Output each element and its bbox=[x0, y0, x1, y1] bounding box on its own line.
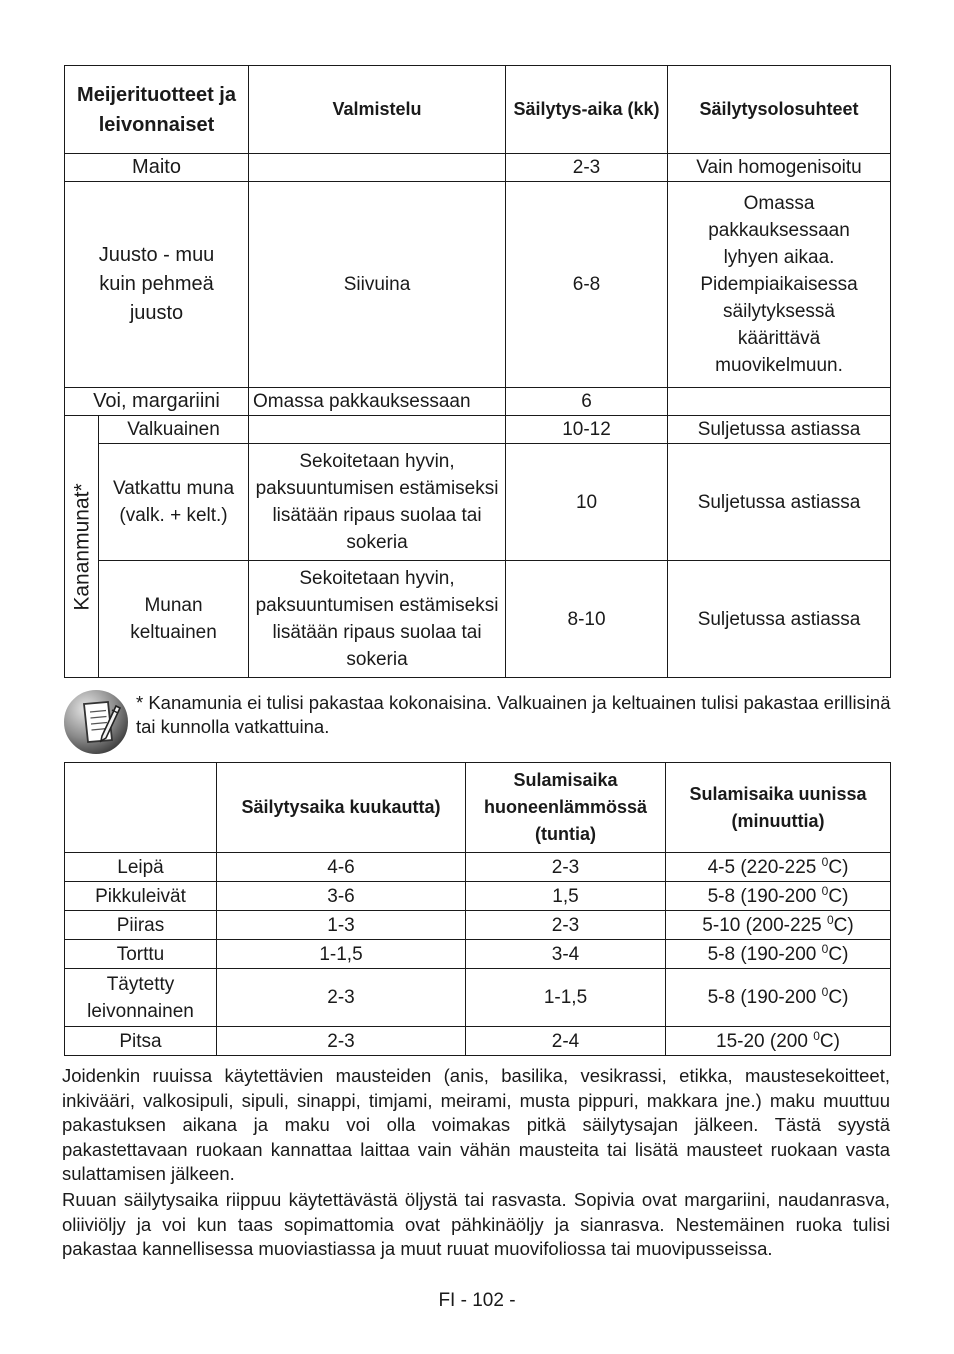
table-row bbox=[65, 388, 891, 416]
thaw-oven-cell bbox=[666, 911, 891, 940]
item-cell: Täytetty leivonnainen bbox=[65, 969, 217, 1027]
degree-sign: 0 bbox=[821, 854, 829, 869]
table-header-row bbox=[65, 763, 891, 853]
storage-cell: 3-6 bbox=[217, 882, 466, 911]
product-cell: Maito bbox=[65, 154, 249, 182]
oven-unit: C) bbox=[828, 885, 849, 907]
prep-cell bbox=[249, 154, 506, 182]
fat-paragraph: Ruuan säilytysaika riippuu käytettävästä öljystä tai rasvasta. Sopivia ovat margariini, naudanrasva, oliiviöljy ja voi kun taas sopimattomia ovat pähkinäöljy ja sianrasva. Nestemäinen ruoka tulisi pakastaa kannellisessa muoviastiassa ja muut ruuat muovifoliossa tai muovipusseissa. bbox=[62, 1189, 890, 1259]
conditions-cell: Omassa pakkauksessaan lyhyen aikaa. Pidempiaikaisessa säilytyksessä käärittävä muovikelmuun. bbox=[668, 182, 891, 388]
header-conditions: Säilytysolosuhteet bbox=[668, 66, 891, 154]
time-cell: 6 bbox=[506, 388, 668, 416]
header-thaw-room: Sulamisaika huoneenlämmössä (tuntia) bbox=[466, 763, 666, 853]
storage-cell: 1-1,5 bbox=[217, 940, 466, 969]
storage-cell: 2-3 bbox=[217, 969, 466, 1027]
table-row bbox=[65, 561, 891, 678]
thaw-room-cell: 2-3 bbox=[466, 911, 666, 940]
product-cell: Voi, margariini bbox=[65, 388, 249, 416]
conditions-cell bbox=[668, 388, 891, 416]
degree-sign: 0 bbox=[821, 941, 829, 956]
header-product: Meijerituotteet ja leivonnaiset bbox=[65, 66, 249, 154]
oven-time: 4-5 (220-225 bbox=[707, 856, 822, 878]
storage-cell: 4-6 bbox=[217, 853, 466, 882]
thaw-room-cell: 1,5 bbox=[466, 882, 666, 911]
table-row bbox=[65, 444, 891, 561]
prep-cell: Sekoitetaan hyvin, paksuuntumisen estämiseksi lisätään ripaus suolaa tai sokeria bbox=[249, 444, 506, 561]
oven-unit: C) bbox=[819, 1030, 840, 1052]
degree-sign: 0 bbox=[821, 985, 829, 999]
table-row bbox=[65, 911, 891, 940]
notepad-pencil-icon bbox=[62, 686, 134, 758]
storage-cell: 2-3 bbox=[217, 1027, 466, 1056]
oven-time: 5-10 (200-225 bbox=[702, 914, 827, 936]
page-number: FI - 102 - bbox=[438, 1290, 516, 1311]
header-thaw-oven: Sulamisaika uunissa (minuuttia) bbox=[666, 763, 891, 853]
product-cell: Valkuainen bbox=[99, 416, 249, 444]
header-item bbox=[65, 763, 217, 853]
table-row bbox=[65, 416, 891, 444]
oven-unit: C) bbox=[828, 856, 849, 878]
oven-time: 5-8 (190-200 bbox=[707, 943, 822, 965]
thaw-room-cell: 2-3 bbox=[466, 853, 666, 882]
thaw-oven-cell bbox=[666, 882, 891, 911]
header-storage: Säilytysaika kuukautta) bbox=[217, 763, 466, 853]
table-row bbox=[65, 154, 891, 182]
product-cell: Vatkattu muna (valk. + kelt.) bbox=[99, 444, 249, 561]
degree-sign: 0 bbox=[813, 1028, 820, 1043]
table-row bbox=[65, 940, 891, 969]
degree-sign: 0 bbox=[821, 883, 829, 898]
oven-unit: C) bbox=[833, 914, 854, 936]
oven-unit: C) bbox=[828, 943, 849, 965]
time-cell: 2-3 bbox=[506, 154, 668, 182]
footnote-text: * Kanamunia ei tulisi pakastaa kokonaisina. Valkuainen ja keltuainen tulisi pakastaa erillisinä tai kunnolla vatkattuina. bbox=[136, 692, 891, 737]
table-row bbox=[65, 853, 891, 882]
spices-paragraph: Joidenkin ruuissa käytettävien mausteiden (anis, basilika, vesikrassi, etikka, maustesekoitteet, inkivääri, valkosipuli, sipuli, sinappi, timjami, meirami, musta pippuri, makkara jne.) maku muuttuu pakastuksen aikana ja maku voi olla voimakas pitkä säilytysajan jälkeen. Tästä syystä pakastettavaan ruokaan kannattaa laittaa vain vähän mausteita tai lisätä mausteet ruokaan vasta sulattamisen jälkeen. bbox=[62, 1065, 890, 1184]
thaw-room-cell: 3-4 bbox=[466, 940, 666, 969]
dairy-bakery-table bbox=[64, 65, 891, 678]
time-cell: 6-8 bbox=[506, 182, 668, 388]
prep-cell: Sekoitetaan hyvin, paksuuntumisen estämiseksi lisätään ripaus suolaa tai sokeria bbox=[249, 561, 506, 678]
product-cell: Juusto - muu kuin pehmeä juusto bbox=[65, 182, 249, 388]
oven-unit: C) bbox=[828, 987, 849, 1008]
product-cell: Munan keltuainen bbox=[99, 561, 249, 678]
time-cell: 8-10 bbox=[506, 561, 668, 678]
table-row bbox=[65, 1027, 891, 1056]
table-row bbox=[65, 969, 891, 1027]
egg-group-label: Kananmunat* bbox=[70, 482, 93, 611]
oven-time: 5-8 (190-200 bbox=[707, 885, 822, 907]
time-cell: 10 bbox=[506, 444, 668, 561]
degree-sign: 0 bbox=[826, 912, 834, 927]
table-header-row bbox=[65, 66, 891, 154]
table-row bbox=[65, 882, 891, 911]
conditions-cell: Suljetussa astiassa bbox=[668, 416, 891, 444]
item-cell: Torttu bbox=[65, 940, 217, 969]
egg-group-label-cell bbox=[65, 416, 99, 678]
header-prep: Valmistelu bbox=[249, 66, 506, 154]
thaw-oven-cell bbox=[666, 969, 891, 1027]
thaw-oven-cell bbox=[666, 1027, 891, 1056]
thaw-oven-cell bbox=[666, 940, 891, 969]
conditions-cell: Suljetussa astiassa bbox=[668, 561, 891, 678]
conditions-cell: Vain homogenisoitu bbox=[668, 154, 891, 182]
conditions-cell: Suljetussa astiassa bbox=[668, 444, 891, 561]
time-cell: 10-12 bbox=[506, 416, 668, 444]
header-time: Säilytys-aika (kk) bbox=[506, 66, 668, 154]
oven-time: 15-20 (200 bbox=[716, 1030, 814, 1052]
table-row bbox=[65, 182, 891, 388]
thaw-room-cell: 2-4 bbox=[466, 1027, 666, 1056]
thaw-room-cell: 1-1,5 bbox=[466, 969, 666, 1027]
prep-cell: Siivuina bbox=[249, 182, 506, 388]
footnote bbox=[62, 684, 892, 760]
item-cell: Pitsa bbox=[65, 1027, 217, 1056]
storage-cell: 1-3 bbox=[217, 911, 466, 940]
oven-time: 5-8 (190-200 bbox=[707, 987, 822, 1008]
prep-cell bbox=[249, 416, 506, 444]
bakery-thaw-table bbox=[64, 762, 891, 1056]
thaw-oven-cell bbox=[666, 853, 891, 882]
prep-cell: Omassa pakkauksessaan bbox=[249, 388, 506, 416]
item-cell: Pikkuleivät bbox=[65, 882, 217, 911]
item-cell: Leipä bbox=[65, 853, 217, 882]
item-cell: Piiras bbox=[65, 911, 217, 940]
